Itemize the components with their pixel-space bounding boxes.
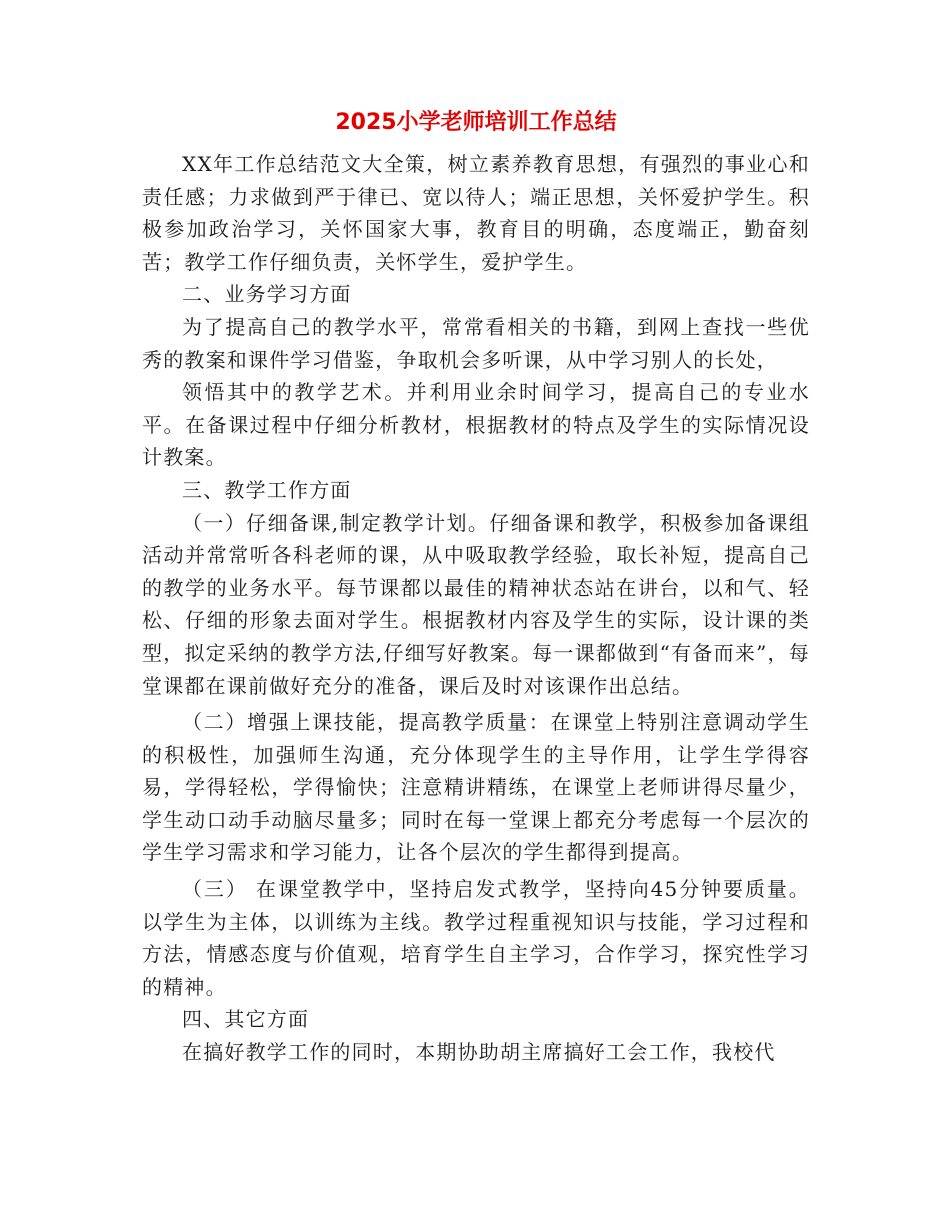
paragraph-business-study-1: 为了提高自己的教学水平，常常看相关的书籍，到网上查找一些优秀的教案和课件学习借鉴，争取机会多听课，从中学习别人的长处，	[142, 314, 810, 372]
paragraph-business-study-2: 领悟其中的教学艺术。并利用业余时间学习，提高自己的专业水平。在备课过程中仔细分析教材，根据教材的特点及学生的实际情况设计教案。	[142, 380, 810, 470]
section-heading-other: 四、其它方面	[182, 1007, 310, 1032]
paragraph-intro: XX年工作总结范文大全策，树立素养教育思想，有强烈的事业心和责任感；力求做到严于律已、宽以待人；端正思想，关怀爱护学生。积极参加政治学习，关怀国家大事，教育目的明确，态度端正，勤奋刻苦；教学工作仔细负责，关怀学生，爱护学生。	[142, 152, 810, 274]
paragraph-teaching-2: （二）增强上课技能，提高教学质量：在课堂上特别注意调动学生的积极性，加强师生沟通，充分体现学生的主导作用，让学生学得容易，学得轻松，学得愉快；注意精讲精练，在课堂上老师讲得尽量少，学生动口动手动脑尽量多；同时在每一堂课上都充分考虑每一个层次的学生学习需求和学习能力，让各个层次的学生都得到提高。	[142, 710, 810, 865]
section-heading-business-study: 二、业务学习方面	[182, 282, 352, 307]
paragraph-teaching-1: （一）仔细备课,制定教学计划。仔细备课和教学，积极参加备课组活动并常常听各科老师的课，从中吸取教学经验，取长补短，提高自己的教学的业务水平。每节课都以最佳的精神状态站在讲台，以和气、轻松、仔细的形象去面对学生。根据教材内容及学生的实际，设计课的类型，拟定采纳的教学方法,仔细写好教案。每一课都做到“有备而来”，每堂课都在课前做好充分的准备，课后及时对该课作出总结。	[142, 510, 810, 698]
document-body	[142, 148, 810, 1069]
section-heading-teaching-work: 三、教学工作方面	[182, 477, 352, 502]
paragraph-other-1: 在搞好教学工作的同时，本期协助胡主席搞好工会工作，我校代	[182, 1040, 776, 1065]
paragraph-teaching-3: （三） 在课堂教学中，坚持启发式教学，坚持向45分钟要质量。以学生为主体，以训练为主线。教学过程重视知识与技能，学习过程和方法，情感态度与价值观，培育学生自主学习，合作学习，探究性学习的精神。	[142, 877, 810, 999]
document-title: 2025小学老师培训工作总结	[335, 110, 617, 135]
